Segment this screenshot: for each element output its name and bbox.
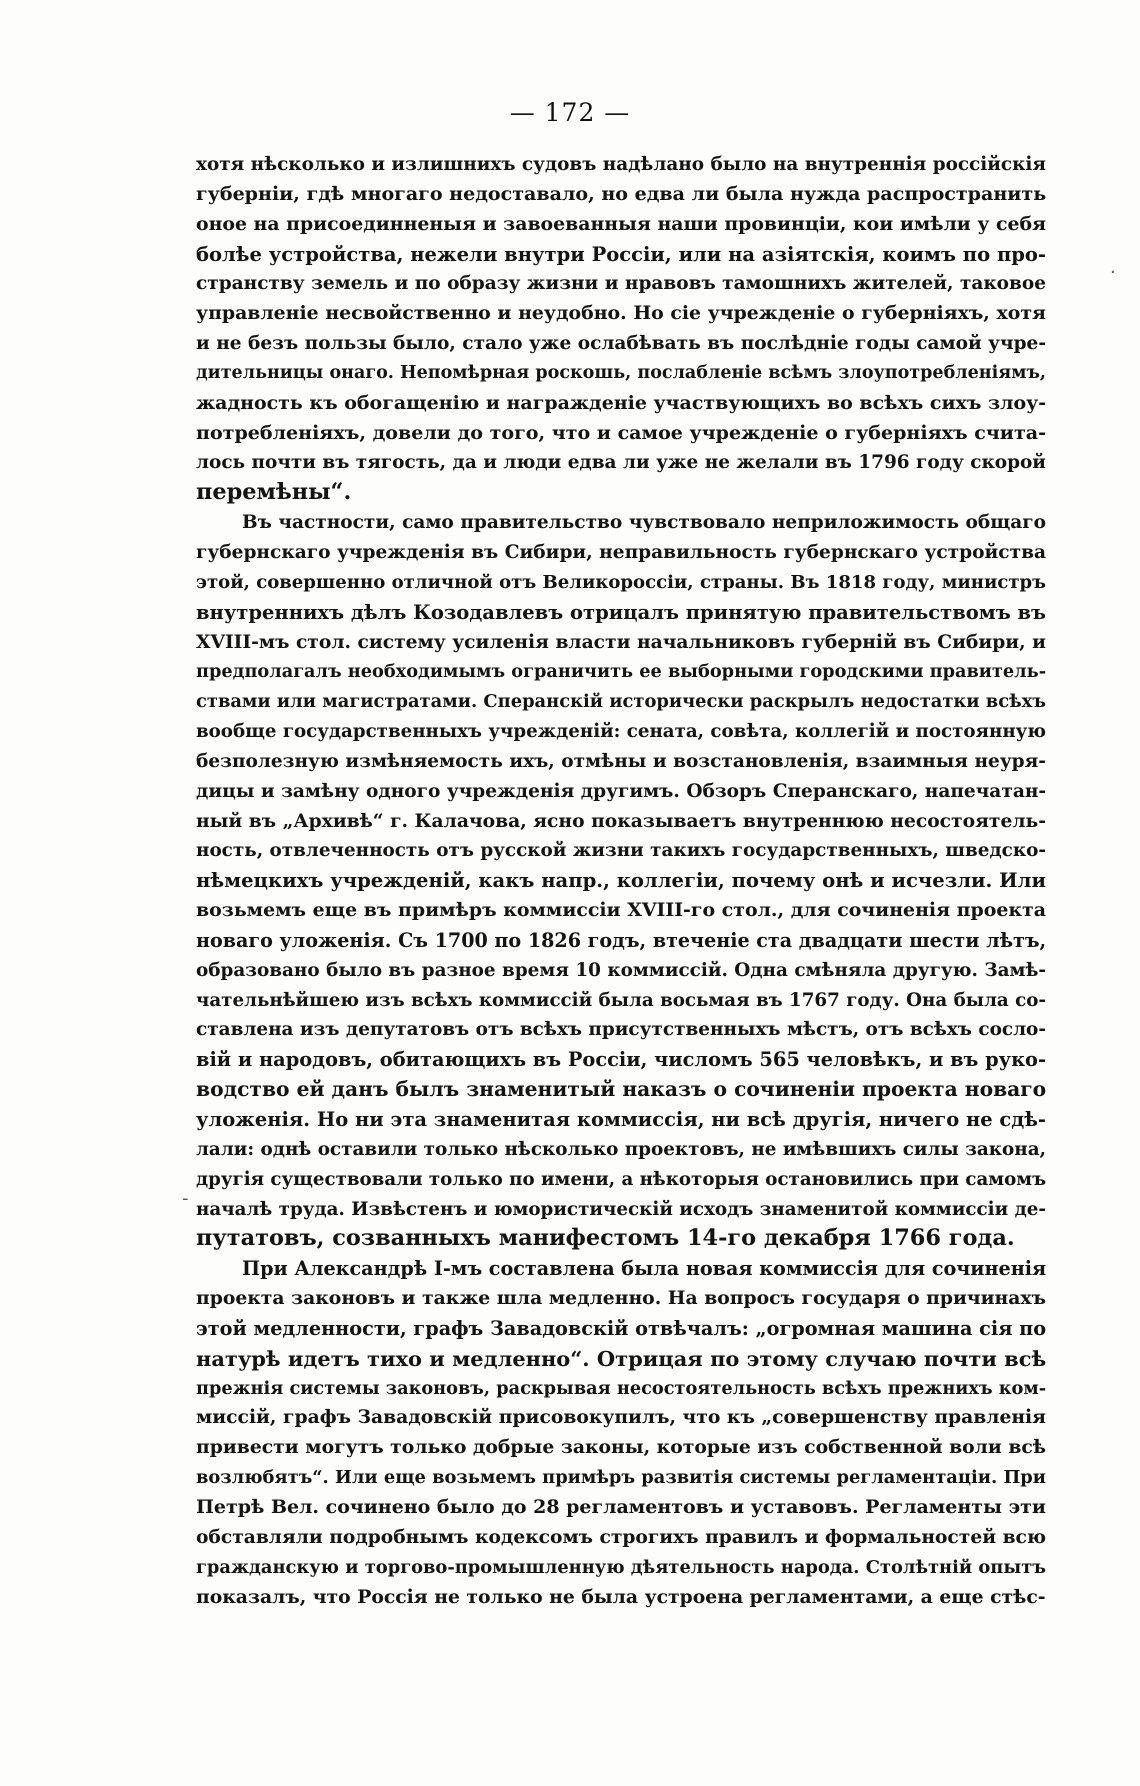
text-line: ность, отвлеченность отъ русской жизни такихъ государственныхъ, шведско- [196, 840, 1046, 862]
text-line: обставляли подробнымъ кодексомъ строгихъ правилъ и формальностей всю [196, 1525, 1046, 1548]
text-line: болѣе устройства, нежели внутри Россіи, или на азіятскія, коимъ по про- [196, 242, 1046, 266]
text-line: гражданскую и торгово-промышленную дѣятельность народа. Столѣтній опытъ [196, 1556, 1046, 1578]
text-line: безполезную измѣняемость ихъ, отмѣны и возстановленія, взаимныя неуря- [196, 750, 1046, 772]
text-line: привести могутъ только добрые законы, которые изъ собственной воли всѣ [196, 1436, 1046, 1459]
text-line: проекта законовъ и также шла медленно. На вопросъ государя о причинахъ [196, 1287, 1046, 1310]
text-line: натурѣ идетъ тихо и медленно“. Отрицая по этому случаю почти всѣ [196, 1345, 1046, 1371]
text-line: возьмемъ еще въ примѣръ коммиссіи XVIII-го стол., для сочиненія проекта [196, 899, 1046, 922]
text-line: XVIII-мъ стол. систему усиленія власти начальниковъ губерній въ Сибири, и [196, 630, 1046, 653]
text-line: вообще государственныхъ учрежденій: сената, совѣта, коллегій и постоянную [196, 721, 1046, 743]
paragraph [196, 508, 1046, 1254]
text-line: хотя нѣсколько и излишнихъ судовъ надѣлано было на внутреннія россійскія [196, 154, 1046, 175]
text-line: показалъ, что Россія не только не была устроена регламентами, а еще стѣс- [196, 1585, 1046, 1608]
text-line: ный въ „Архивѣ“ г. Калачова, ясно показываетъ внутреннюю несостоятель- [196, 809, 1046, 832]
text-line: губерніи, гдѣ многаго недоставало, но едва ли была нужда распространить [196, 182, 1046, 205]
text-line: чательнѣйшею изъ всѣхъ коммиссій была восьмая въ 1767 году. Она была со- [196, 989, 1046, 1011]
text-line: и не безъ пользы было, стало уже ослабѣвать въ послѣдніе годы самой учре- [196, 333, 1046, 355]
text-line: предполагалъ необходимымъ ограничить ее выборными городскими правитель- [196, 661, 1046, 683]
text-line: возлюбятъ“. Или еще возьмемъ примѣръ развитія системы регламентаціи. При [196, 1467, 1046, 1489]
text-line: потребленіяхъ, довели до того, что и самое учрежденіе о губерніяхъ счита- [196, 421, 1046, 444]
body-text [196, 150, 1046, 1612]
text-line: странству земель и по образу жизни и нравовъ тамошнихъ жителей, таковое [196, 273, 1046, 295]
text-line: управленіе несвойственно и неудобно. Но сіе учрежденіе о губерніяхъ, хотя [196, 302, 1046, 325]
text-line: этой медленности, графъ Завадовскій отвѣчалъ: „огромная машина сія по [196, 1316, 1046, 1340]
text-line: нѣмецкихъ учрежденій, какъ напр., коллегіи, почему онѣ и исчезли. Или [196, 869, 1046, 893]
text-line: Петрѣ Вел. сочинено было до 28 регламентовъ и уставовъ. Регламенты эти [196, 1495, 1046, 1518]
text-line: этой, совершенно отличной отъ Великороссіи, страны. Въ 1818 году, министръ [196, 571, 1046, 593]
text-line: дительницы онаго. Непомѣрная роскошь, послабленіе всѣмъ злоупотребленіямъ, [196, 362, 1046, 383]
text-line: лали: однѣ оставили только нѣсколько проектовъ, не имѣвшихъ силы закона, [196, 1138, 1046, 1160]
text-line: При Александрѣ І-мъ составлена была новая коммиссія для сочиненія [242, 1257, 1046, 1281]
text-line: оное на присоединненыя и завоеванныя наши провинціи, кои имѣли у себя [196, 212, 1046, 235]
text-line: ствами или магистратами. Сперанскій исторически раскрылъ недостатки всѣхъ [196, 691, 1046, 713]
margin-mark: - [182, 1188, 189, 1209]
text-line: уложенія. Но ни эта знаменитая коммиссія, ни всѣ другія, ничего не сдѣ- [196, 1108, 1046, 1131]
text-line: перемѣны“. [196, 479, 352, 506]
text-line: миссій, графъ Завадовскій присовокупилъ, что къ „совершенству правленія [196, 1406, 1046, 1429]
text-line: губернскаго учрежденія въ Сибири, неправильность губернскаго устройства [196, 541, 1046, 563]
text-line: новаго уложенія. Съ 1700 по 1826 годъ, втеченіе ста двадцати шести лѣтъ, [196, 928, 1046, 952]
text-line: вій и народовъ, обитающихъ въ Россіи, числомъ 565 человѣкъ, и въ руко- [196, 1048, 1046, 1072]
margin-mark: · [1110, 262, 1116, 283]
text-line: водство ей данъ былъ знаменитый наказъ о сочиненіи проекта новаго [196, 1077, 1046, 1102]
text-line: образовано было въ разное время 10 коммиссій. Одна смѣняла другую. Замѣ- [196, 959, 1046, 981]
paragraph [196, 1254, 1046, 1612]
text-line: внутреннихъ дѣлъ Козодавлевъ отрицалъ принятую правительствомъ въ [196, 600, 1046, 624]
text-line: прежнія системы законовъ, раскрывая несостоятельность всѣхъ прежнихъ ком- [196, 1377, 1046, 1399]
paragraph [196, 150, 1046, 508]
text-line: началѣ труда. Извѣстенъ и юмористическій исходъ знаменитой коммиссіи де- [196, 1198, 1046, 1220]
text-line: ставлена изъ депутатовъ отъ всѣхъ присутственныхъ мѣстъ, отъ всѣхъ сосло- [196, 1019, 1046, 1041]
text-line: другія существовали только по имени, а нѣкоторыя остановились при самомъ [196, 1168, 1046, 1190]
text-line: дицы и замѣну одного учрежденія другимъ. Обзоръ Сперанскаго, напечатан- [196, 780, 1046, 802]
text-line: путатовъ, созванныхъ манифестомъ 14-го декабря 1766 года. [196, 1225, 1015, 1252]
text-line: лось почти въ тягость, да и люди едва ли уже не желали въ 1796 году скорой [196, 452, 1046, 474]
text-line: жадность къ обогащенію и награжденіе участвующихъ во всѣхъ сихъ злоу- [196, 391, 1046, 414]
text-line: Въ частности, само правительство чувствовало неприложимость общаго [242, 512, 1046, 534]
page-number: — 172 — [509, 98, 631, 127]
